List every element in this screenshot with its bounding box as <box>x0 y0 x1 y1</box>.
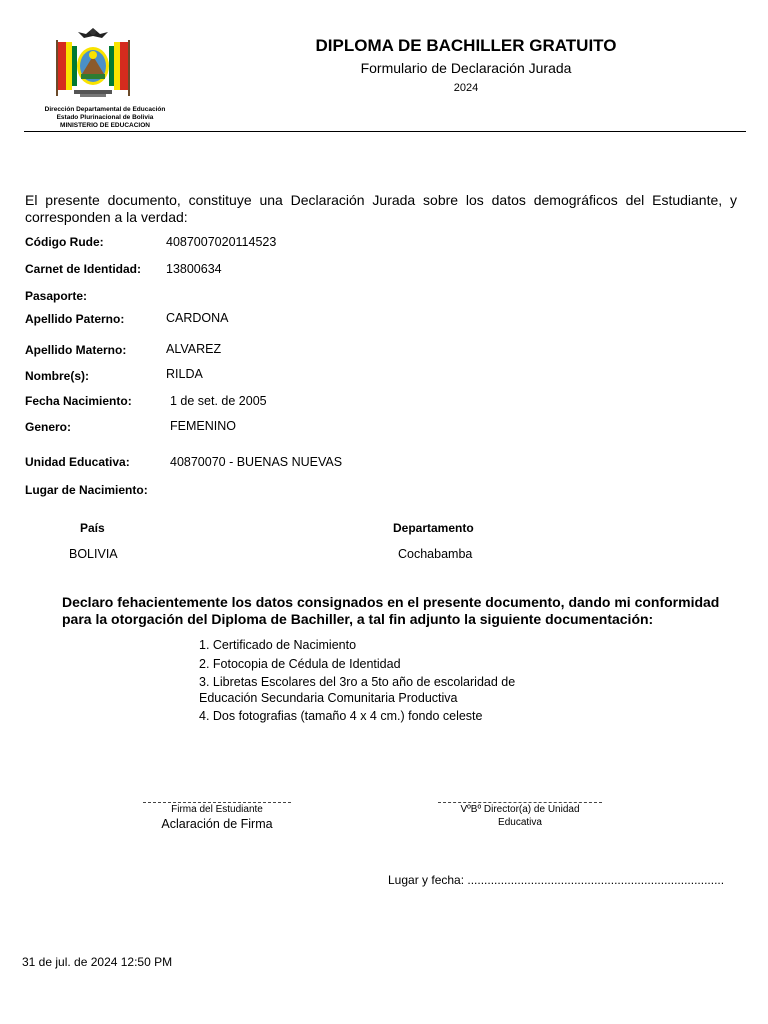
declaration-statement: Declaro fehacientemente los datos consignados en el presente documento, dando mi conformidad para la otorgación del Diploma de Bachiller, a tal fin adjunto la siguiente documentación: <box>62 594 720 627</box>
nombres-label: Nombre(s): <box>25 369 90 383</box>
fecha-nacimiento-label: Fecha Nacimiento: <box>25 394 132 408</box>
nombres-value: RILDA <box>166 367 203 381</box>
header-divider <box>24 131 746 132</box>
rude-value: 4087007020114523 <box>166 235 277 249</box>
document-item: 4. Dos fotografias (tamaño 4 x 4 cm.) fondo celeste <box>199 709 483 723</box>
org-line-3: MINISTERIO DE EDUCACION <box>60 122 150 129</box>
signature-clarification-label: Aclaración de Firma <box>161 817 273 831</box>
apellido-materno-value: ALVAREZ <box>166 342 222 356</box>
intro-paragraph: El presente documento, constituye una Declaración Jurada sobre los datos demográficos del Estudiante, y corresponden a la verdad: <box>25 192 737 225</box>
pais-value: BOLIVIA <box>69 547 118 561</box>
director-signature-line <box>438 802 602 803</box>
document-title: DIPLOMA DE BACHILLER GRATUITO <box>315 36 617 55</box>
ci-value: 13800634 <box>166 262 222 276</box>
director-signature-label: VºBº Director(a) de Unidad <box>460 804 580 815</box>
departamento-header: Departamento <box>393 521 474 535</box>
place-date-field: Lugar y fecha: ............................................................................. <box>388 873 725 887</box>
unidad-educativa-value: 40870070 - BUENAS NUEVAS <box>170 455 343 469</box>
apellido-paterno-label: Apellido Paterno: <box>25 312 125 326</box>
document-item: 3. Libretas Escolares del 3ro a 5to año de escolaridad de <box>199 675 516 689</box>
apellido-materno-label: Apellido Materno: <box>25 343 127 357</box>
student-signature-label: Firma del Estudiante <box>171 804 263 815</box>
apellido-paterno-value: CARDONA <box>166 311 229 325</box>
document-year: 2024 <box>453 82 479 94</box>
lugar-nacimiento-label: Lugar de Nacimiento: <box>25 483 148 497</box>
rude-label: Código Rude: <box>25 235 104 249</box>
document-item: 1. Certificado de Nacimiento <box>199 638 357 652</box>
ci-label: Carnet de Identidad: <box>25 262 142 276</box>
document-item: Educación Secundaria Comunitaria Productiva <box>199 691 458 705</box>
bolivia-coat-of-arms-logo <box>52 24 134 106</box>
document-item: 2. Fotocopia de Cédula de Identidad <box>199 657 401 671</box>
document-subtitle: Formulario de Declaración Jurada <box>360 60 572 76</box>
footer-timestamp: 31 de jul. de 2024 12:50 PM <box>22 955 173 969</box>
genero-label: Genero: <box>25 420 72 434</box>
fecha-nacimiento-value: 1 de set. de 2005 <box>170 394 267 408</box>
unidad-educativa-label: Unidad Educativa: <box>25 455 130 469</box>
pasaporte-label: Pasaporte: <box>25 289 88 303</box>
director-signature-label-2: Educativa <box>498 817 542 828</box>
genero-value: FEMENINO <box>170 419 236 433</box>
org-line-1: Dirección Departamental de Educación <box>44 106 166 113</box>
departamento-value: Cochabamba <box>398 547 473 561</box>
pais-header: País <box>80 521 105 535</box>
student-signature-line <box>143 802 291 803</box>
org-line-2: Estado Plurinacional de Bolivia <box>56 114 154 121</box>
